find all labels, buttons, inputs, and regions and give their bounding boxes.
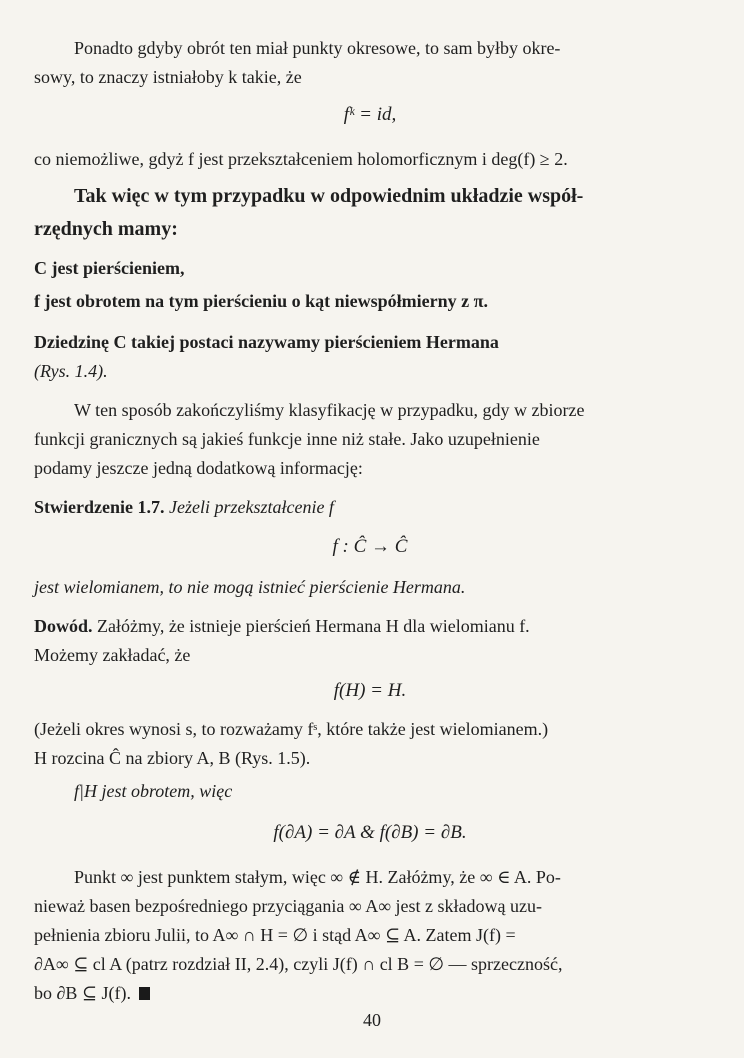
theorem-end: jest wielomianem, to nie mogą istnieć pierścienie Hermana. (34, 577, 466, 597)
text-line: Punkt ∞ jest punktem stałym, więc ∞ ∉ H. Załóżmy, że ∞ ∈ A. Po- (74, 867, 561, 887)
text-line: bo ∂B ⊆ J(f). (34, 983, 131, 1003)
text-line: funkcji granicznych są jakieś funkcje inne niż stałe. Jako uzupełnienie (34, 429, 540, 449)
equation-4: f(∂A) = ∂A & f(∂B) = ∂B. (273, 822, 467, 843)
text-line: f|H jest obrotem, więc (74, 781, 233, 801)
text-line: Dziedzinę C takiej postaci nazywamy pierścieniem Hermana (34, 332, 499, 352)
paragraph-1 (34, 34, 706, 92)
equation-3: f(H) = H. (333, 680, 407, 701)
bold-statement-1 (34, 180, 706, 246)
text-line: Tak więc w tym przypadku w odpowiednim układzie współ- (74, 185, 584, 207)
equation-1: fᵏ = id, (343, 104, 397, 125)
qed-square-icon (139, 987, 150, 1000)
page-number: 40 (363, 1010, 381, 1030)
theorem-text: Jeżeli przekształcenie f (168, 497, 334, 517)
text-line: W ten sposób zakończyliśmy klasyfikację w przypadku, gdy w zbiorze (74, 400, 585, 420)
text-line: pełnienia zbioru Julii, to A∞ ∩ H = ∅ i stąd A∞ ⊆ A. Zatem J(f) = (34, 925, 516, 945)
paragraph-5 (34, 777, 706, 806)
text-line: sowy, to znaczy istniałoby k takie, że (34, 67, 302, 87)
text-line: H rozcina Ĉ na zbiory A, B (Rys. 1.5). (34, 748, 311, 768)
text-line: rzędnych mamy: (34, 218, 178, 240)
paragraph-2: co niemożliwe, gdyż f jest przekształceniem holomorficznym i deg(f) ≥ 2. (34, 149, 568, 169)
text-line: ∂A∞ ⊆ cl A (patrz rozdział II, 2.4), czyli J(f) ∩ cl B = ∅ — sprzeczność, (34, 954, 563, 974)
bold-statement-4 (34, 328, 706, 386)
page-content (34, 34, 706, 1008)
paragraph-3 (34, 396, 706, 483)
proof-start (34, 612, 706, 670)
figure-reference: (Rys. 1.4). (34, 361, 108, 381)
text-line: Ponadto gdyby obrót ten miał punkty okresowe, to sam byłby okre- (74, 38, 561, 58)
text-line: Załóżmy, że istnieje pierścień Hermana H dla wielomianu f. (97, 616, 530, 636)
bold-statement-2: C jest pierścieniem, (34, 258, 185, 278)
text-line: podamy jeszcze jedną dodatkową informację: (34, 458, 363, 478)
theorem (34, 493, 706, 522)
text-line: Możemy zakładać, że (34, 645, 191, 665)
text-line: nieważ basen bezpośredniego przyciągania ∞ A∞ jest z składową uzu- (34, 896, 542, 916)
text-line: (Jeżeli okres wynosi s, to rozważamy fˢ, które także jest wielomianem.) (34, 719, 549, 739)
paragraph-4 (34, 715, 706, 773)
theorem-label: Stwierdzenie 1.7. (34, 497, 165, 517)
proof-label: Dowód. (34, 616, 93, 636)
equation-2: f : Ĉ → Ĉ (332, 536, 408, 557)
bold-statement-3: f jest obrotem na tym pierścieniu o kąt niewspółmierny z π. (34, 291, 488, 311)
paragraph-6 (34, 863, 706, 1008)
